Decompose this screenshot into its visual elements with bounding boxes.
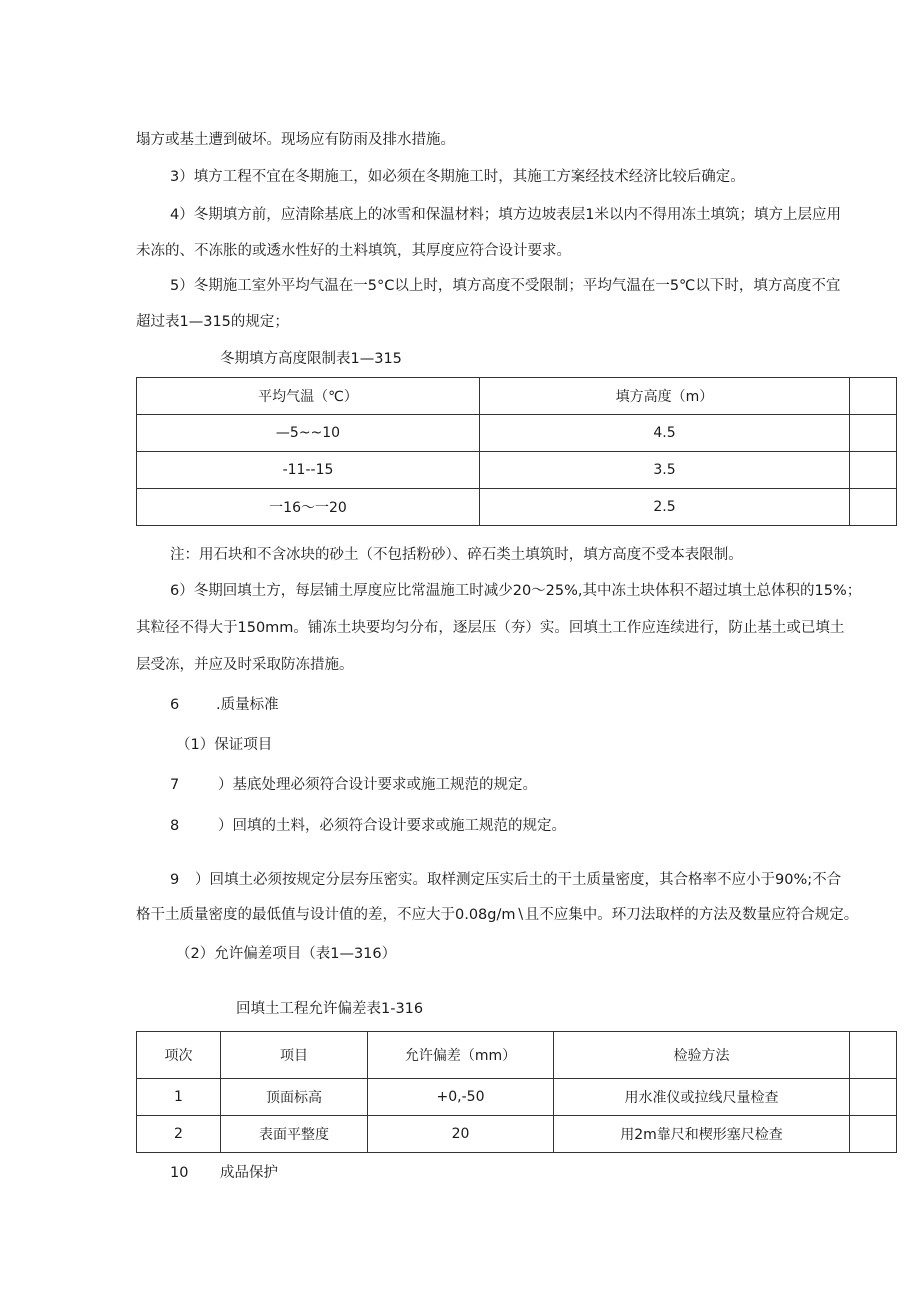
table-cell: 20 — [368, 1116, 554, 1153]
table-cell — [850, 415, 897, 452]
table-winter-fill-height — [136, 377, 897, 526]
table-row — [137, 1116, 897, 1153]
table1-note: 注：用石块和不含冰块的砂土（不包括粉砂）、碎石类土填筑时，填方高度不受本表限制。 — [170, 547, 743, 563]
table2-caption: 回填土工程允许偏差表1-316 — [236, 1001, 424, 1017]
paragraph-item-3: 3）填方工程不宜在冬期施工，如必须在冬期施工时，其施工方案经技术经济比较后确定。 — [170, 169, 745, 185]
table1-caption: 冬期填方高度限制表1—315 — [220, 351, 402, 367]
table-row — [137, 489, 897, 526]
paragraph-line: 塌方或基土遭到破坏。现场应有防雨及排水措施。 — [136, 132, 455, 148]
table-cell — [850, 489, 897, 526]
item-number: 9 — [170, 872, 180, 888]
paragraph-line: 超过表1—315的规定； — [136, 314, 289, 330]
header-cell: 检验方法 — [554, 1032, 850, 1079]
table-cell: 2 — [137, 1116, 221, 1153]
table-row — [137, 452, 897, 489]
item-text: ）回填土必须按规定分层夯压密实。取样测定压实后土的干土质量密度，其合格率不应小于90%;不合 — [195, 872, 842, 888]
paragraph-line: 格干土质量密度的最低值与设计值的差，不应大于0.08g∕m∖且不应集中。环刀法取样的方法及数量应符合规定。 — [136, 907, 859, 923]
table-row — [137, 1079, 897, 1116]
paragraph-item-6: 6）冬期回填土方，每层铺土厚度应比常温施工时减少20～25%,其中冻土块体积不超过填土总体积的15%； — [170, 583, 862, 599]
table-cell — [850, 1116, 897, 1153]
item-text: ）回填的土料，必须符合设计要求或施工规范的规定。 — [218, 818, 566, 834]
subsection-heading: （1）保证项目 — [176, 737, 273, 753]
paragraph-line: 未冻的、不冻胀的或透水性好的土料填筑，其厚度应符合设计要求。 — [136, 243, 571, 259]
table-backfill-tolerance — [136, 1031, 897, 1153]
section-heading: .质量标准 — [216, 697, 279, 713]
table-header-row — [137, 378, 897, 415]
table-cell: 顶面标高 — [221, 1079, 368, 1116]
item-text: ）基底处理必须符合设计要求或施工规范的规定。 — [218, 777, 537, 793]
table-cell: 1 — [137, 1079, 221, 1116]
header-cell: 填方高度（m） — [480, 378, 850, 415]
section-number: 10 — [170, 1165, 189, 1181]
paragraph-line: 其粒径不得大于150mm。铺冻土块要均匀分布，逐层压（夯）实。回填土工作应连续进行，防止基土或已填土 — [136, 620, 845, 636]
table-row — [137, 415, 897, 452]
header-cell: 项次 — [137, 1032, 221, 1079]
table-cell: 用2m靠尺和楔形塞尺检查 — [554, 1116, 850, 1153]
table-cell: —5~~10 — [137, 415, 480, 452]
section-number: 6 — [170, 697, 180, 713]
subsection-heading: （2）允许偏差项目（表1—316） — [176, 946, 397, 962]
table-cell: 表面平整度 — [221, 1116, 368, 1153]
paragraph-item-4: 4）冬期填方前，应清除基底上的冰雪和保温材料；填方边坡表层1米以内不得用冻土填筑；填方上层应用 — [170, 207, 841, 223]
header-cell: 项目 — [221, 1032, 368, 1079]
paragraph-item-5: 5）冬期施工室外平均气温在一5°C以上时，填方高度不受限制；平均气温在一5℃以下时，填方高度不宜 — [170, 278, 841, 294]
table-cell: -11--15 — [137, 452, 480, 489]
item-number: 8 — [170, 818, 180, 834]
table-cell: 4.5 — [480, 415, 850, 452]
table-cell: +0,-50 — [368, 1079, 554, 1116]
table-cell: 一16～一20 — [137, 489, 480, 526]
header-cell — [850, 1032, 897, 1079]
table-cell: 2.5 — [480, 489, 850, 526]
header-cell: 平均气温（℃） — [137, 378, 480, 415]
header-cell — [850, 378, 897, 415]
header-cell: 允许偏差（mm） — [368, 1032, 554, 1079]
table-cell — [850, 452, 897, 489]
section-heading: 成品保护 — [220, 1165, 278, 1181]
item-number: 7 — [170, 777, 180, 793]
table-cell: 3.5 — [480, 452, 850, 489]
table-cell — [850, 1079, 897, 1116]
paragraph-line: 层受冻，并应及时采取防冻措施。 — [136, 657, 354, 673]
table-cell: 用水准仪或拉线尺量检查 — [554, 1079, 850, 1116]
table-header-row — [137, 1032, 897, 1079]
